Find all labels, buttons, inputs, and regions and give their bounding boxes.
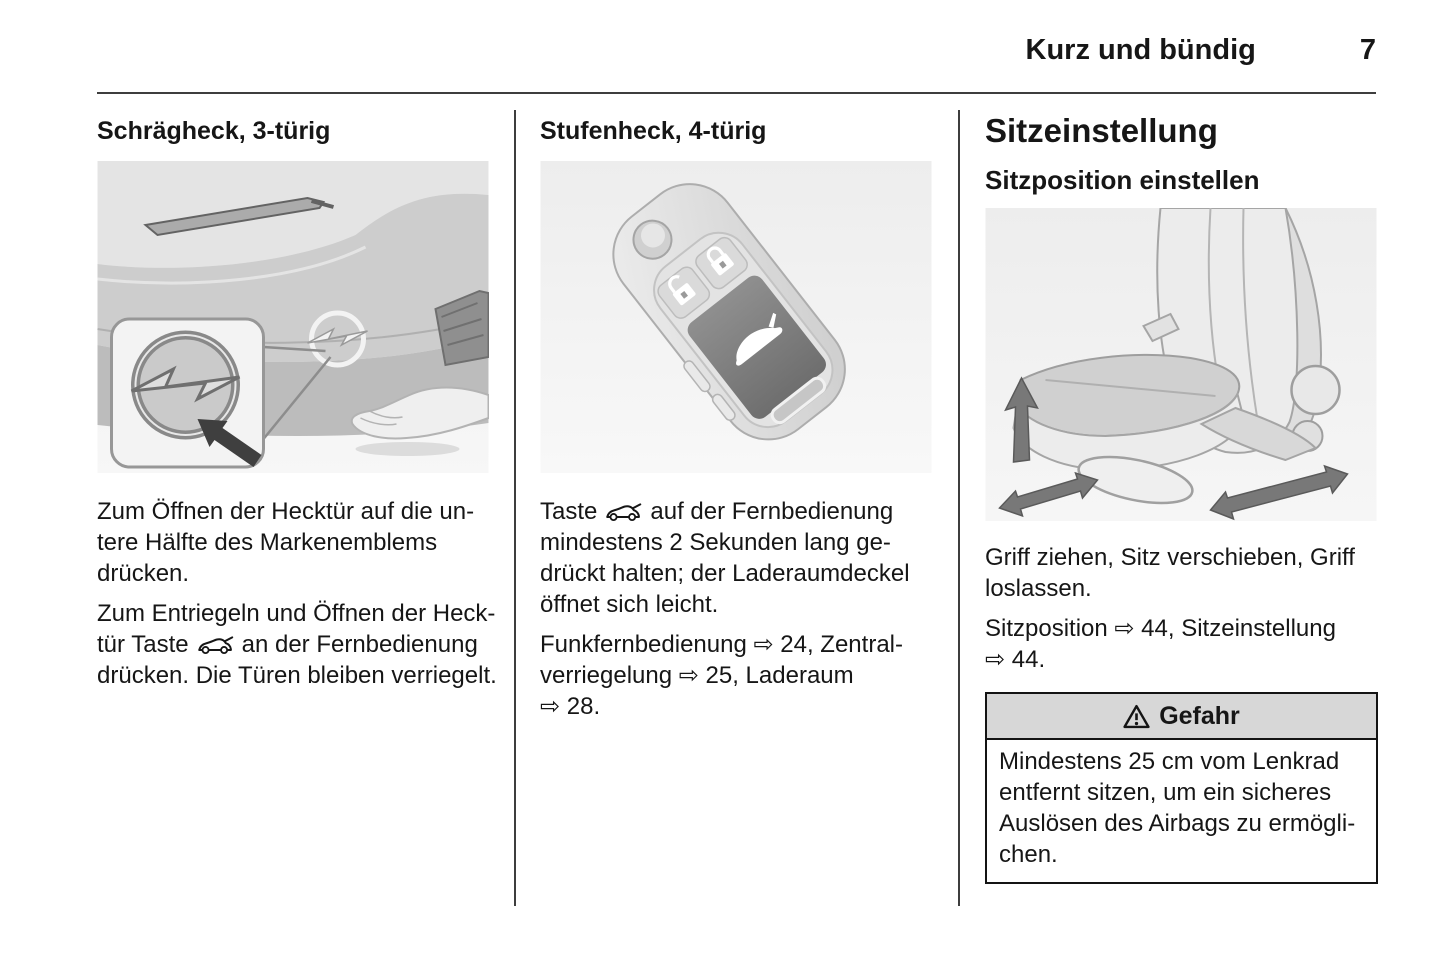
text-line: tere Hälfte des Markenemblems [97, 529, 438, 556]
text-line: Funkfernbedienung ⇨ 24, Zentral- [540, 631, 903, 658]
column-heading: Stufenheck, 4-türig [540, 117, 767, 145]
page-header [97, 33, 1376, 67]
text-line: Zum Entriegeln und Öffnen der Heck- [97, 600, 496, 627]
text-line: mindestens 2 Sekunden lang ge- [540, 529, 891, 556]
text-line: drückt halten; der Laderaumdeckel [540, 560, 910, 587]
text-line: Auslösen des Airbags zu ermögli- [999, 810, 1356, 837]
text-line: drücken. [97, 560, 190, 587]
paragraph [540, 496, 933, 620]
text-line: ⇨ 28. [540, 693, 601, 720]
warning-box [985, 692, 1378, 884]
paragraph [985, 542, 1378, 604]
hand-shadow [356, 442, 460, 456]
warning-header [987, 694, 1376, 740]
text-line: Zum Öffnen der Hecktür auf die un- [97, 498, 475, 525]
column-divider-left [514, 110, 516, 906]
hatchback-rear-image [97, 161, 489, 473]
text-line: drücken. Die Türen bleiben verriegelt. [97, 662, 497, 689]
column-remote-key [540, 110, 933, 722]
seat-image [985, 208, 1377, 521]
warning-title: Gefahr [1159, 701, 1240, 730]
text-line: Griff ziehen, Sitz verschieben, Griff [985, 544, 1355, 571]
text-segment: an der Fernbedienung [241, 631, 478, 658]
hatchback-rear-illustration [97, 161, 489, 473]
text-line-with-icon [540, 496, 933, 527]
text-line: Sitzposition ⇨ 44, Sitzeinstellung [985, 615, 1336, 642]
warning-triangle-icon [1123, 704, 1150, 729]
column-divider-right [958, 110, 960, 906]
text-segment: Taste [540, 498, 598, 525]
warning-body [987, 740, 1376, 882]
remote-key-illustration [540, 161, 932, 473]
remote-key-image [540, 161, 932, 473]
paragraph [97, 598, 497, 691]
recline-knob [1292, 366, 1340, 414]
column-seat-adjustment [985, 110, 1378, 884]
text-line: verriegelung ⇨ 25, Laderaum [540, 662, 854, 689]
header-rule [97, 92, 1376, 94]
trunk-release-icon [605, 503, 642, 522]
seat-adjustment-illustration [985, 208, 1377, 521]
text-segment: tür Taste [97, 631, 189, 658]
page-header-title: Kurz und bündig [1025, 34, 1256, 66]
text-line: loslassen. [985, 575, 1092, 602]
text-segment: auf der Fernbedienung [650, 498, 894, 525]
paragraph [97, 496, 490, 589]
text-line: Mindestens 25 cm vom Lenkrad [999, 748, 1340, 775]
paragraph-references [540, 629, 933, 722]
trunk-release-icon [197, 636, 234, 655]
text-line-with-icon [97, 629, 490, 660]
column-hatchback [97, 110, 497, 691]
paragraph-references [985, 613, 1378, 675]
text-line: öffnet sich leicht. [540, 591, 719, 618]
page-number: 7 [1359, 34, 1376, 66]
column-heading: Schrägheck, 3-türig [97, 117, 331, 145]
subsection-heading: Sitzposition einstellen [985, 165, 1260, 195]
text-line: chen. [999, 841, 1058, 868]
text-line: entfernt sitzen, um ein sicheres [999, 779, 1332, 806]
text-line: ⇨ 44. [985, 646, 1046, 673]
section-heading: Sitzeinstellung [985, 112, 1218, 149]
